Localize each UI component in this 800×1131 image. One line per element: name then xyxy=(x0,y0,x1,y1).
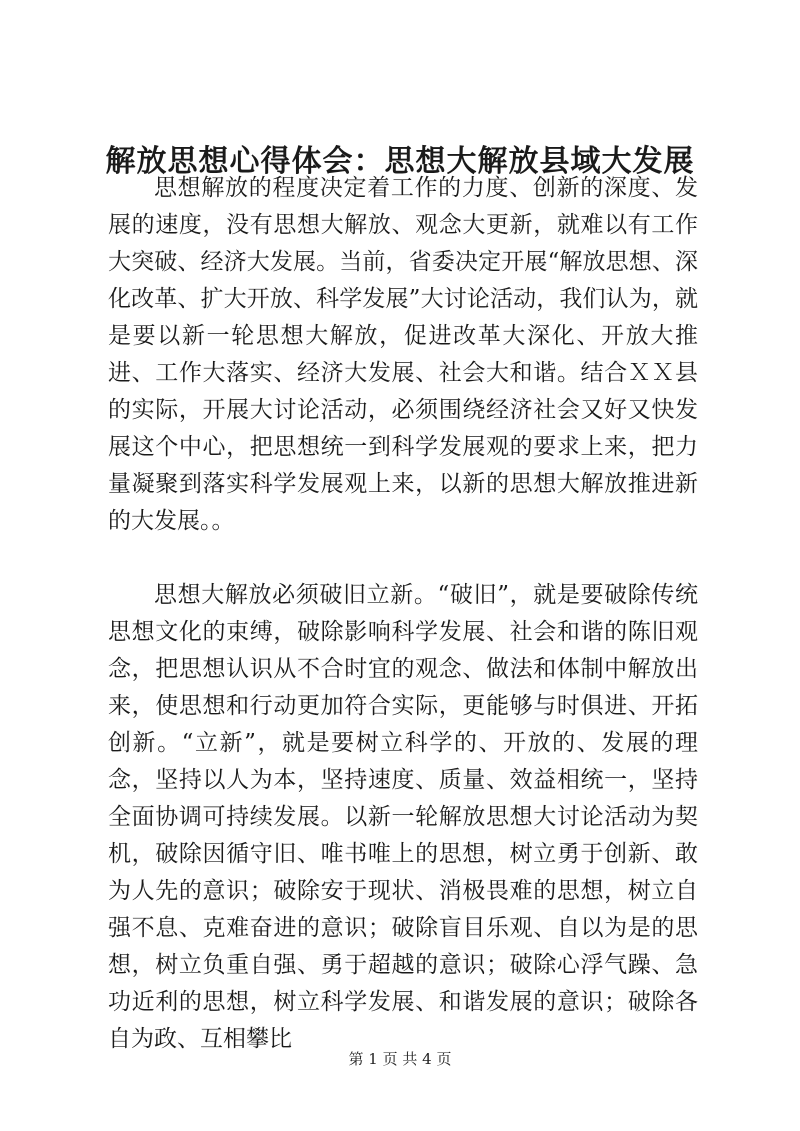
document-body xyxy=(108,170,698,1058)
paragraph-1: 思想解放的程度决定着工作的力度、创新的深度、发展的速度，没有思想大解放、观念大更新，就难以有工作大突破、经济大发展。当前，省委决定开展“解放思想、深化改革、扩大开放、科学发展”大讨论活动，我们认为，就是要以新一轮思想大解放，促进改革大深化、开放大推进、工作大落实、经济大发展、社会大和谐。结合ＸＸ县的实际，开展大讨论活动，必须围绕经济社会又好又快发展这个中心，把思想统一到科学发展观的要求上来，把力量凝聚到落实科学发展观上来，以新的思想大解放推进新的大发展。。 xyxy=(108,175,698,534)
document-title: 解放思想心得体会：思想大解放县域大发展 xyxy=(105,144,695,179)
page-number-footer: 第 1 页 共 4 页 xyxy=(348,1050,452,1068)
paragraph-2: 思想大解放必须破旧立新。“破旧”，就是要破除传统思想文化的束缚，破除影响科学发展、社会和谐的陈旧观念，把思想认识从不合时宜的观念、做法和体制中解放出来，使思想和行动更加符合实际，更能够与时俱进、开拓创新。“立新”，就是要树立科学的、开放的、发展的理念，坚持以人为本，坚持速度、质量、效益相统一，坚持全面协调可持续发展。以新一轮解放思想大讨论活动为契机，破除因循守旧、唯书唯上的思想，树立勇于创新、敢为人先的意识；破除安于现状、消极畏难的思想，树立自强不息、克难奋进的意识；破除盲目乐观、自以为是的思想，树立负重自强、勇于超越的意识；破除心浮气躁、急功近利的思想，树立科学发展、和谐发展的意识；破除各自为政、互相攀比 xyxy=(108,582,698,1052)
